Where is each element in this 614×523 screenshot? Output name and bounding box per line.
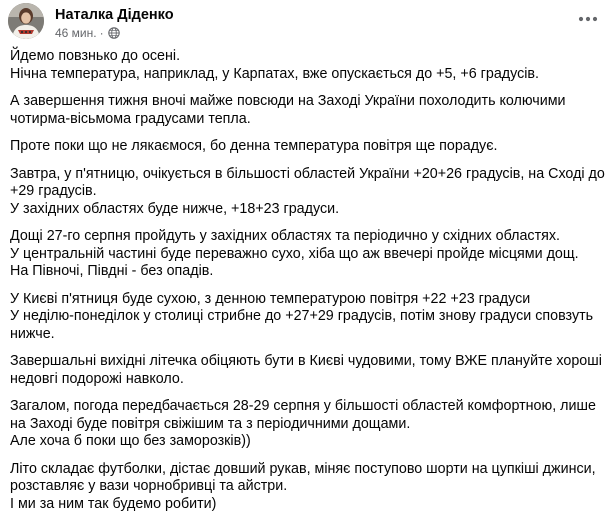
post-paragraph: У Києві п'ятниця буде сухою, з денною температурою повітря +22 +23 градуси У неділю-понеділок у столиці стрибне до +27+29 градусів, потім знову градуси сповзуть нижче. <box>10 290 594 342</box>
post-text <box>10 48 608 523</box>
post-meta <box>55 26 120 40</box>
post-paragraph: Загалом, погода передбачається 28-29 серпня у більшості областей комфортною, лише на Заході буде повітря свіжішим та з періодичними дощами. Але хоча б поки що без заморозків)) <box>10 398 596 449</box>
meta-separator: · <box>99 26 104 40</box>
post-paragraph: Завершальні вихідні літечка обіцяють бути в Києві чудовими, тому ВЖЕ плануйте хороші недовгі подорожі навколо. <box>10 353 602 387</box>
post-paragraph: Літо складає футболки, дістає довший рукав, міняє поступово шорти на цупкіші джинси, розставляє у вази чорнобривці та айстри. І ми за ним так будемо робити) <box>10 460 596 512</box>
author-name[interactable]: Наталка Діденко <box>55 7 174 23</box>
author-avatar[interactable] <box>8 3 44 39</box>
post-paragraph: Проте поки що не лякаємося, бо денна температура повітря ще порадує. <box>10 138 498 154</box>
more-options-icon[interactable] <box>576 9 600 29</box>
post-header <box>0 0 614 46</box>
post-paragraph: Дощі 27-го серпня пройдуть у західних областях та періодично у східних областях. У центральній частині буде переважно сухо, хіба що аж ввечері пройде місцями дощ. На Півночі, Півдні - без опадів. <box>10 228 579 279</box>
avatar-image <box>8 3 44 39</box>
post-paragraph: Завтра, у п'ятницю, очікується в більшості областей України +20+26 градусів, на Сході до +29 градусів. У західних областях буде нижче, +18+23 градуси. <box>10 165 605 217</box>
post-paragraph: Йдемо повзнько до осені. Нічна температура, наприклад, у Карпатах, вже опускається до +5, +6 градусів. <box>10 48 539 82</box>
post-time[interactable]: 46 мин. <box>55 26 97 40</box>
globe-icon[interactable] <box>108 27 120 39</box>
post-paragraph: А завершення тижня вночі майже повсюди на Заході України похолодить колючими чотирма-вісьмома градусами тепла. <box>10 93 566 127</box>
